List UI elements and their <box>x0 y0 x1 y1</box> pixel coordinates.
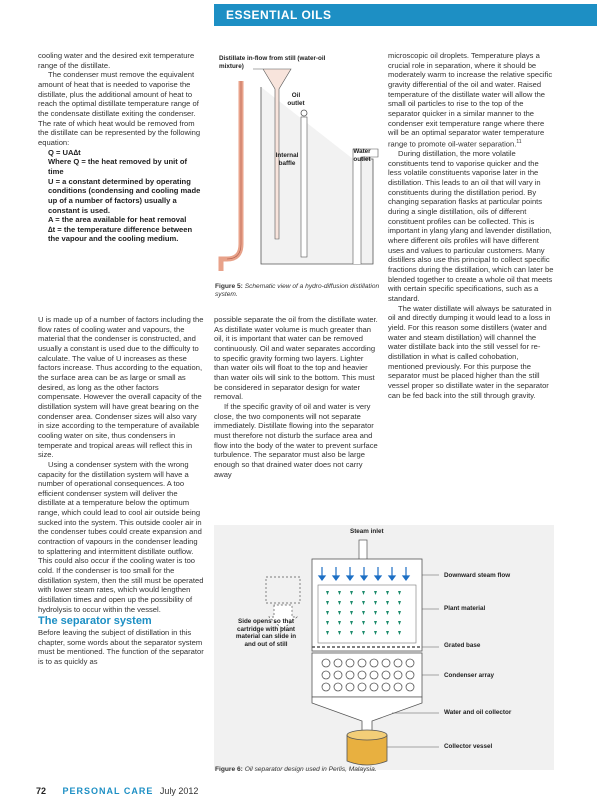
label-collector-vessel: Collector vessel <box>444 743 493 750</box>
page-footer <box>36 786 198 796</box>
label-condenser-array: Condenser array <box>444 672 495 679</box>
column-3 <box>388 51 554 400</box>
equation-a-definition: A = the area available for heat removal <box>48 215 187 225</box>
paragraph: During distillation, the more volatile constituents tend to vaporise quicker and the less volatile constituents vaporise later in the distillation. This leads to an oil that will vary in constituents during the distillation period. By changing separation flasks at particular points during a single distillation, oils of different constituent profiles can be collected. This is important in ylang ylang and lavender distillation, where different oils profiles will have different uses and values to particular customers. Many distillers also use this principal to collect specific fractions during the distillation, which can later be blended together to create a whole oil that meets with certain specific specifications, such as a standard. <box>388 149 554 303</box>
column-1-bottom <box>38 315 204 667</box>
section-header <box>214 4 597 26</box>
label-plant-material: Plant material <box>444 605 486 612</box>
paragraph: If the specific gravity of oil and water is very close, the two components will not separate immediately. Distillate flowing into the separator must therefore not disturb the surface area and flow into the body of the water to prevent surface turbulence. The separator must also be large enough so that drained water does not carry away <box>214 401 378 479</box>
oil-outlet-tube <box>301 117 307 257</box>
reference-number: 11 <box>516 138 522 145</box>
equation-u-definition: U = a constant determined by operating conditions (condensing and cooling made up of a number of factors) usually a constant is used. <box>48 176 201 215</box>
magazine-name: PERSONAL CARE <box>62 786 154 796</box>
inflow-pipe <box>221 81 241 271</box>
oil-outlet-valve <box>301 110 307 116</box>
paragraph: Before leaving the subject of distillation in this chapter, some words about the separator system must be mentioned. The function of the separator is to as quickly as <box>38 628 204 666</box>
section-title: ESSENTIAL OILS <box>226 8 332 22</box>
label-downward-steam-flow: Downward steam flow <box>444 572 511 579</box>
label-water-oil-collector: Water and oil collector <box>444 709 512 716</box>
figure-5-caption-number: Figure 5: <box>215 283 243 290</box>
figure-5-caption-text: Schematic view of a hydro-diffusion distillation system. <box>215 283 380 299</box>
label-water-outlet: Water outlet <box>353 148 371 163</box>
figure-6-caption-number: Figure 6: <box>215 766 243 773</box>
equation-where-q: Where Q = the heat removed by unit of time <box>48 157 188 176</box>
section-heading: The separator system <box>38 615 152 628</box>
water-oil-collector <box>312 697 422 731</box>
paragraph: Using a condenser system with the wrong capacity for the distillation system will have a number of operational consequences. A too efficient condenser system will deliver the distillate at a temperature below the optimum range, which could lead to cool air outside being sucked into the system. This outside cooler air in the condenser tubes could create expansion and contraction of vapours in the condenser leading to splattering and intermittent distillate outflow. This could also occur if the cooling water is too cold. If the condenser is too small for the distillation system, then the still must be operated with lower steam rates, which would lengthen distillation times and open up the possibility of hydrolysis to occur within the vessel. <box>38 459 204 614</box>
equation-formula: Q = UA∆t <box>48 147 81 157</box>
figure-5-caption <box>215 283 380 300</box>
page-number: 72 <box>36 786 47 796</box>
paragraph <box>388 51 554 149</box>
label-internal-baffle: Internal baffle <box>275 152 299 167</box>
column-2-bottom <box>214 315 380 479</box>
figure-6-caption-text: Oil separator design used in Perlis, Malaysia. <box>244 766 377 773</box>
side-door-outline <box>266 577 300 603</box>
label-grated-base: Grated base <box>444 642 481 649</box>
paragraph: U is made up of a number of factors including the flow rates of cooling water and vapours, the material that the condenser is constructed, and usually a constant is used due to the difficulty to calculate. The value of U increases as these factors increase. Thus according to the equation, the surface area can be as large or small as desired, as long as the other factors compensate. However the overall capacity of the distillation system will have great bearing on the condenser area. Condenser sizes will also vary in size according to the temperature of available cooling water on site, thus condensers in temperate and tropical areas will reflect this in size. <box>38 315 204 460</box>
steam-inlet-pipe <box>359 540 367 560</box>
paragraph: cooling water and the desired exit temperature range of the distillate. <box>38 51 195 70</box>
equation-t-definition: ∆t = the temperature difference between the vapour and the cooling medium. <box>48 224 193 244</box>
column-1-top <box>38 51 204 244</box>
figure-6-caption <box>215 766 545 774</box>
paragraph: The condenser must remove the equivalent amount of heat that is needed to vaporise the distillate, plus the additional amount of heat to reach the optimal distillate temperature range of the condensate distillate exiting the condenser. The rate of which heat would be removed from the distillate can be represented by the following equation: <box>38 70 201 147</box>
label-oil-outlet: Oil outlet <box>287 92 305 107</box>
label-distillate-inflow: Distillate in-flow from still (water-oil mixture) <box>219 55 326 70</box>
paragraph-text: microscopic oil droplets. Temperature plays a crucial role in separation, where it should be moderately warm to increase the relative specific gravity differential of the oil and water. Raised temperature of the distillate water will allow the small oil particles to rise to the top of the separator quicker in a similar manner to the condenser exit temperature range where there will be an optimal separator water temperature range to promote oil-water separation. <box>388 51 553 149</box>
issue-date: July 2012 <box>159 786 199 796</box>
label-side-opens: Side opens so that cartridge with plant material can slide in and out of still <box>235 618 297 648</box>
collector-vessel-top <box>347 730 387 740</box>
paragraph: possible separate the oil from the distillate water. As distillate water volume is much greater than oil, it is important that water can be removed continuously. Oil and water separates according to specific gravity forming two layers. Lighter than water oils will float to the top and heavier than water oils will sink to the bottom. This must be considered in separator design for water removal. <box>214 315 378 402</box>
label-steam-inlet: Steam inlet <box>350 528 384 535</box>
plant-material-cartridge <box>318 585 416 643</box>
paragraph: The water distillate will always be saturated in oil and directly dumping it would lead to a loss in yield. For this reason some distillers (water and water and steam distillation) will channel the water distillate back into the still vessel for re-distillation in what is called cohobation, mentioned previously. For this purpose the separator must be placed higher than the still vessel proper so distillate water in the separator can be fed back into the still through gravity. <box>388 303 552 400</box>
